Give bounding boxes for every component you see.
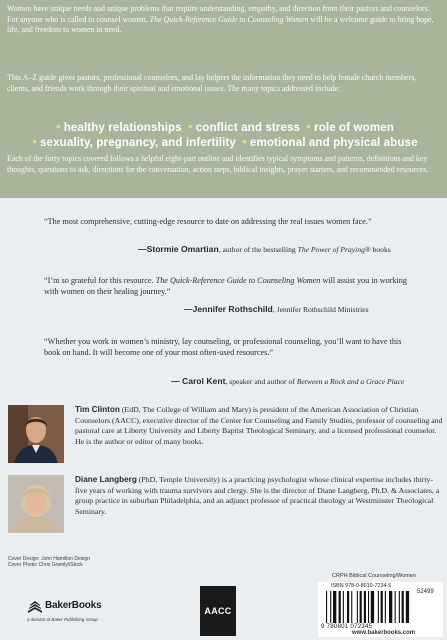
intro-paragraph: Women have unique needs and unique problems that require understanding, empathy, and direction from their pastors and counselors. For anyone who is called to counsel women, The Quick-Reference Guide to Counseling Women will be a welcome guide to bring hope, life, and freedom to women in need. — [7, 4, 434, 35]
isbn-barcode — [318, 582, 443, 637]
bullet-icon: • — [56, 119, 61, 134]
topic-item: sexuality, pregnancy, and infertility — [40, 136, 236, 149]
aacc-logo — [200, 586, 236, 636]
bullet-icon: • — [32, 134, 37, 149]
isbn-text: ISBN 978-0-8010-7234-5 — [331, 583, 392, 589]
endorsement-attribution: —Jennifer Rothschild, Jennifer Rothschild Ministries — [184, 304, 369, 314]
cover-design-credit: Cover Design: John Hamilton Design — [8, 556, 90, 562]
outline-paragraph: Each of the forty topics covered follows a helpful eight-part outline and identifies typical symptoms and patterns, definitions and key thoughts, questions to ask, directions for the conversation, action steps, biblical insights, prayer starters, and recommended resources. — [7, 154, 429, 174]
aacc-logo-text: AACC — [204, 606, 232, 616]
bullet-icon: • — [242, 134, 247, 149]
endorsement-attribution: —Stormie Omartian, author of the bestselling The Power of Praying® books — [138, 244, 391, 254]
endorser-name: —Jennifer Rothschild — [184, 304, 273, 314]
barcode-number: 9 780801 072345 — [321, 623, 373, 630]
barcode-bars — [326, 591, 438, 623]
endorsement-quote: “The most comprehensive, cutting-edge resource to date on addressing the real issues women face.” — [44, 217, 372, 226]
cover-credits — [8, 556, 90, 569]
author-name: Tim Clinton — [75, 405, 120, 414]
topic-item: healthy relationships — [63, 121, 182, 134]
publisher-name: BakerBooks — [45, 600, 102, 611]
author-photo-tim-clinton — [8, 405, 64, 463]
author-photo-diane-langberg — [8, 475, 64, 533]
topics-row-1 — [0, 119, 447, 134]
endorsement-quote: “Whether you work in women’s ministry, lay counseling, or professional counseling, you’ll want to have this book on hand. It will become one of your most often-used resources.” — [44, 337, 402, 357]
topic-item: conflict and stress — [195, 121, 301, 134]
author-name: Diane Langberg — [75, 475, 137, 484]
bakerbooks-book-icon — [27, 596, 43, 614]
guide-paragraph: This A–Z guide gives pastors, professional counselors, and lay helpers the information they need to help female church members, clients, and friends work through their spiritual and emotional issues. The many topics addressed include: — [7, 73, 417, 93]
endorser-name: —Stormie Omartian — [138, 244, 219, 254]
bullet-icon: • — [306, 119, 312, 134]
cover-photo-credit: Cover Photo: Chris Gramly/iStock — [8, 562, 83, 569]
publisher-tagline: a division of Baker Publishing Group — [27, 617, 98, 622]
description-panel — [0, 0, 447, 198]
endorsement-quote: “I’m so grateful for this resource. The Quick-Reference Guide to Counseling Women will assist you in working with women on their healing journey.” — [44, 276, 407, 296]
endorsement-attribution: — Carol Kent, speaker and author of Between a Rock and a Grace Place — [171, 376, 405, 386]
bakerbooks-logo — [27, 596, 102, 636]
author-bio: Tim Clinton (EdD, The College of William and Mary) is president of the American Association of Christian Counselors (AACC), executive director of the Center for Counseling and Family Studies, professor of counseling and pastoral care at Liberty University and Liberty Baptist Theological Seminary, and a licensed professional counselor. He is the author or editor of many books. — [75, 405, 443, 446]
publisher-website: www.bakerbooks.com — [352, 630, 416, 636]
author-bio: Diane Langberg (PhD, Temple University) is a practicing psychologist whose clinical expertise includes thirty-five years of working with trauma survivors and clergy. She is the director of Diane Langberg, Ph.D. & Associates, a group practice in suburban Philadelphia, and an adjunct professor of practical theology at Westminster Theological Seminary. — [75, 475, 440, 516]
topic-item: role of women — [314, 121, 394, 134]
category-label: CRPH Biblical Counseling/Women — [332, 573, 416, 579]
topic-item: emotional and physical abuse — [249, 136, 418, 149]
endorser-name: — Carol Kent — [171, 376, 226, 386]
price-code: 52499 — [417, 589, 434, 595]
bullet-icon: • — [188, 119, 193, 134]
topics-row-2 — [0, 134, 447, 149]
